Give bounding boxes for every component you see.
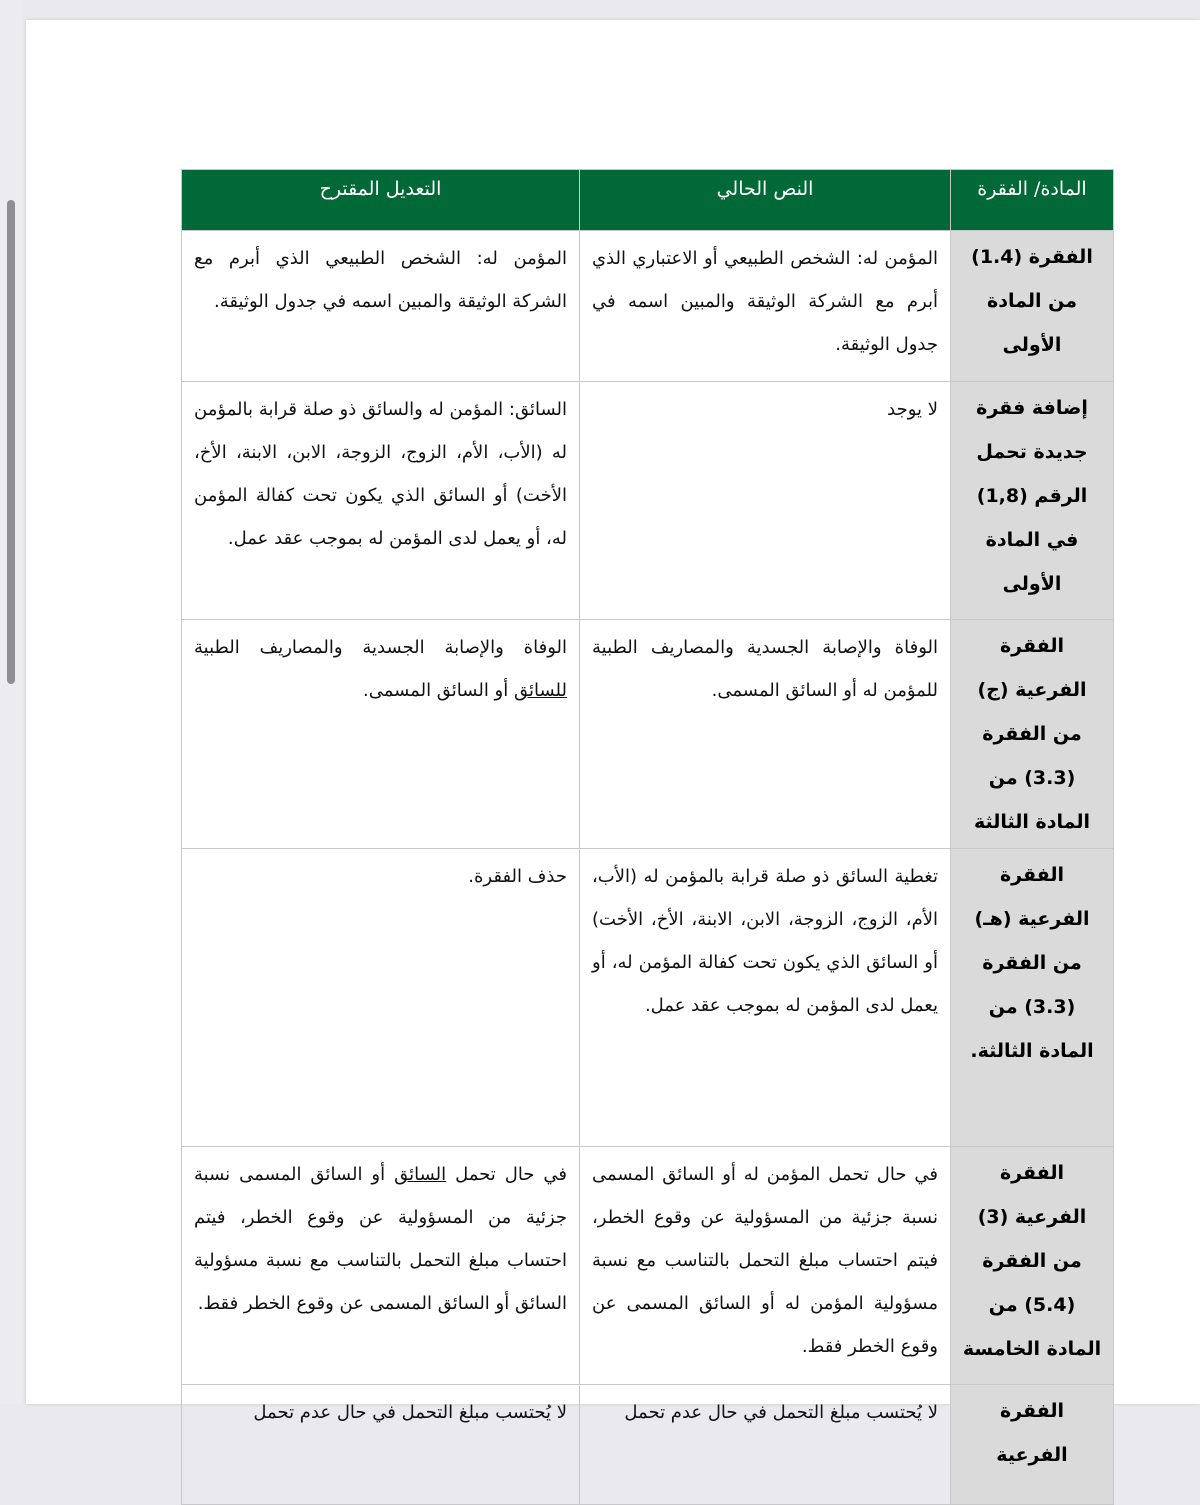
amendment-text-part: في حال تحمل	[446, 1164, 567, 1185]
table-row	[182, 1147, 1114, 1385]
current-text-cell: لا يوجد	[580, 382, 951, 620]
proposed-amendment-cell: حذف الفقرة.	[182, 849, 580, 1147]
current-text-cell: لا يُحتسب مبلغ التحمل في حال عدم تحمل	[580, 1385, 951, 1505]
table-row	[182, 231, 1114, 382]
scrollbar-thumb[interactable]	[7, 200, 15, 684]
table-row	[182, 1385, 1114, 1505]
table-row	[182, 382, 1114, 620]
proposed-amendment-cell: المؤمن له: الشخص الطبيعي الذي أبرم مع الشركة الوثيقة والمبين اسمه في جدول الوثيقة.	[182, 231, 580, 382]
reference-cell: الفقرة الفرعية (هـ) من الفقرة (3.3) من المادة الثالثة.	[951, 849, 1114, 1147]
amendment-text-part: الوفاة والإصابة الجسدية والمصاريف الطبية	[194, 637, 567, 658]
underlined-term: للسائق	[513, 680, 567, 701]
scrollbar-track[interactable]	[0, 0, 22, 1404]
reference-cell: الفقرة الفرعية	[951, 1385, 1114, 1505]
table-row	[182, 849, 1114, 1147]
reference-cell: الفقرة (1.4) من المادة الأولى	[951, 231, 1114, 382]
header-current-text: النص الحالي	[580, 170, 951, 231]
document-page	[26, 20, 1200, 1466]
reference-cell: إضافة فقرة جديدة تحمل الرقم (1,8) في المادة الأولى	[951, 382, 1114, 620]
reference-cell: الفقرة الفرعية (ج) من الفقرة (3.3) من المادة الثالثة	[951, 620, 1114, 849]
current-text-cell: في حال تحمل المؤمن له أو السائق المسمى نسبة جزئية من المسؤولية عن وقوع الخطر، فيتم احتساب مبلغ التحمل بالتناسب مع نسبة مسؤولية المؤمن له أو السائق المسمى عن وقوع الخطر فقط.	[580, 1147, 951, 1385]
underlined-term: السائق	[394, 1164, 447, 1185]
current-text-cell: المؤمن له: الشخص الطبيعي أو الاعتباري الذي أبرم مع الشركة الوثيقة والمبين اسمه في جدول الوثيقة.	[580, 231, 951, 382]
header-reference: المادة/ الفقرة	[951, 170, 1114, 231]
proposed-amendment-cell: السائق: المؤمن له والسائق ذو صلة قرابة بالمؤمن له (الأب، الأم، الزوج، الزوجة، الابن، الابنة، الأخ، الأخت) أو السائق الذي يكون تحت كفالة المؤمن له، أو يعمل لدى المؤمن له بموجب عقد عمل.	[182, 382, 580, 620]
amendment-text-part: أو السائق المسمى نسبة جزئية من المسؤولية عن وقوع الخطر، فيتم احتساب مبلغ التحمل بالتناسب مع نسبة مسؤولية السائق أو السائق المسمى عن وقوع الخطر فقط.	[194, 1164, 567, 1314]
proposed-amendment-cell	[182, 1147, 580, 1385]
proposed-amendment-cell	[182, 620, 580, 849]
table-row	[182, 620, 1114, 849]
table-header-row	[182, 170, 1114, 231]
proposed-amendment-cell: لا يُحتسب مبلغ التحمل في حال عدم تحمل	[182, 1385, 580, 1505]
amendments-table	[181, 169, 1114, 1505]
reference-cell: الفقرة الفرعية (3) من الفقرة (5.4) من المادة الخامسة	[951, 1147, 1114, 1385]
current-text-cell: الوفاة والإصابة الجسدية والمصاريف الطبية للمؤمن له أو السائق المسمى.	[580, 620, 951, 849]
header-proposed-amendment: التعديل المقترح	[182, 170, 580, 231]
current-text-cell: تغطية السائق ذو صلة قرابة بالمؤمن له (الأب، الأم، الزوج، الزوجة، الابن، الابنة، الأخ، الأخت) أو السائق الذي يكون تحت كفالة المؤمن له، أو يعمل لدى المؤمن له بموجب عقد عمل.	[580, 849, 951, 1147]
amendment-text-part: أو السائق المسمى.	[362, 680, 514, 701]
